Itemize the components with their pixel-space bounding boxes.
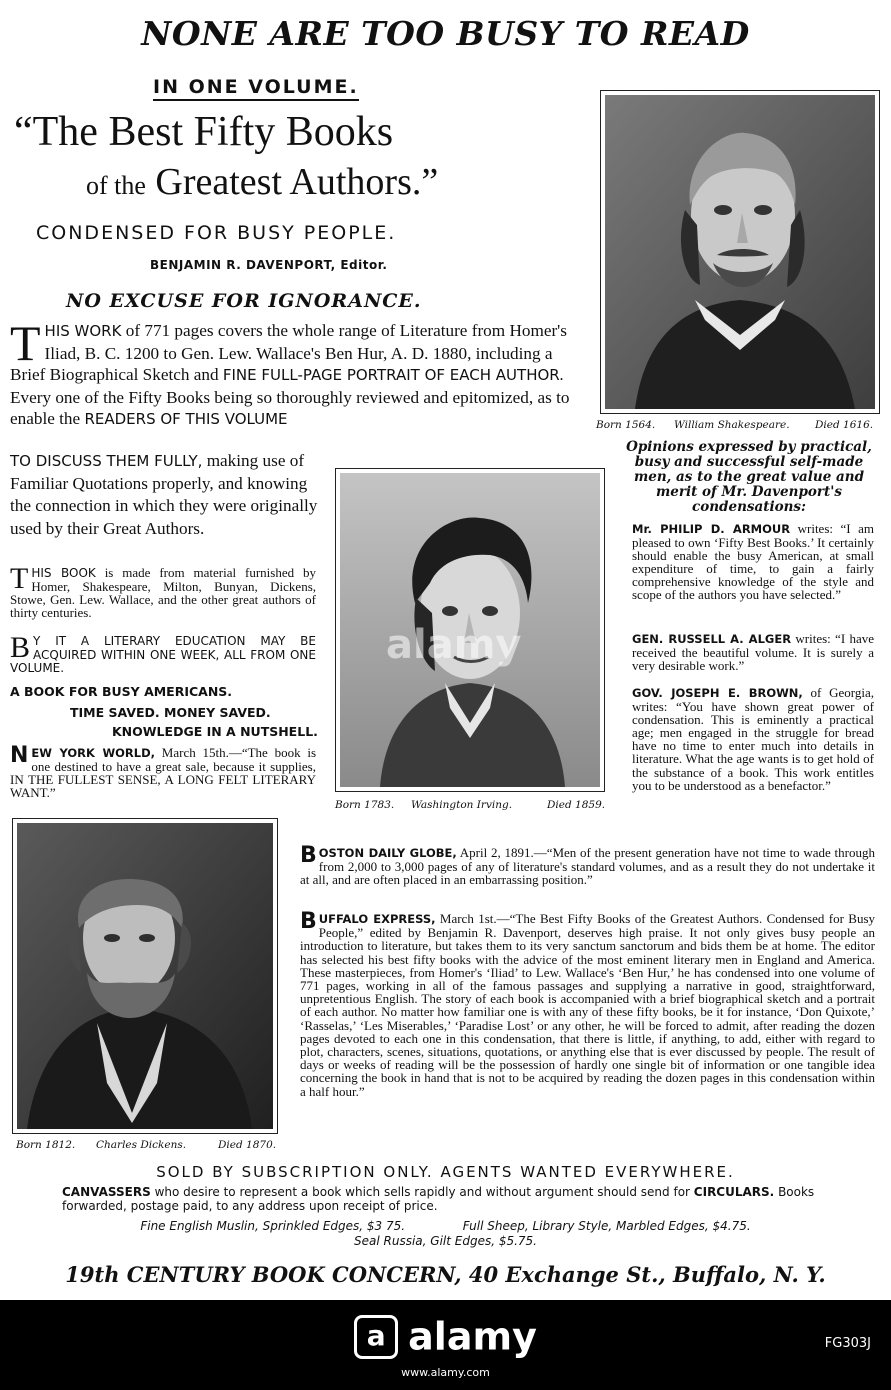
alamy-logo-text: alamy: [408, 1314, 537, 1359]
canvassers-text: who desire to represent a book which sells rapidly and without argument should send for: [154, 1185, 690, 1199]
condensed-line: CONDENSED FOR BUSY PEOPLE.: [36, 222, 397, 244]
dickens-caption-born: Born 1812.: [16, 1139, 76, 1151]
shakespeare-engraving: [605, 95, 875, 409]
intro-tail: Every one of the Fifty Books being so thoroughly reviewed and epitomized, as to enable the: [10, 387, 570, 429]
alger-name: GEN. RUSSELL A. ALGER: [632, 632, 792, 646]
discuss-caps: TO DISCUSS THEM FULLY,: [10, 452, 203, 470]
alamy-logo: [0, 1312, 891, 1359]
this-book-text: is made from material furnished by Homer, Shakespeare, Milton, Bunyan, Dickens, Stowe, Gen. Lew. Wallace, and the other great authors of thirty centuries.: [10, 565, 317, 620]
slogan-time-saved: TIME SAVED. MONEY SAVED.: [70, 705, 271, 720]
intro-text: of 771 pages covers the whole range of Literature from Homer's Iliad, B. C. 1200 to Gen. Lew. Wallace's Ben Hur, A. D. 1880, including a Brief Biographical Sketch and: [10, 321, 567, 385]
editor-line: BENJAMIN R. DAVENPORT, Editor.: [150, 258, 388, 272]
boston-source: OSTON DAILY GLOBE,: [318, 846, 457, 860]
this-book-dropcap: T: [10, 562, 29, 595]
this-book-caps: HIS BOOK: [31, 566, 96, 580]
brown-text: of Georgia, writes: “You have shown great power of condensation. This is eminently a practical age; men engaged in the struggle for bread have no time to enter much into details in literature. What the age wants is to get hold of the substance of a book. This work entitles you to be understood as a benefactor.”: [632, 685, 875, 793]
ny-world-source: EW YORK WORLD,: [31, 746, 156, 760]
intro-continuation: [10, 450, 320, 540]
dickens-photograph: [17, 823, 273, 1129]
alamy-overlay-watermark: alamy: [386, 622, 522, 668]
discuss-text: making use of Familiar Quotations properly, and knowing the connection in which they were originally used by their Great Authors.: [10, 451, 318, 538]
price-sheep: Full Sheep, Library Style, Marbled Edges, $4.75.: [462, 1219, 751, 1233]
buffalo-express-quote: [300, 909, 876, 1099]
irving-caption-died: Died 1859.: [547, 799, 606, 811]
by-it-dropcap: B: [10, 631, 31, 664]
boston-text: April 2, 1891.—“Men of the present generation have not time to wade through from 2,000 to 3,000 pages of any of literature's standard volumes, and as a result they do not undertake it at all, and are often placed in an embarrassing position.”: [300, 845, 875, 888]
shakespeare-caption-born: Born 1564.: [596, 419, 656, 431]
canvassers-caps: CANVASSERS: [62, 1185, 151, 1199]
intro-readers-caps: READERS OF THIS VOLUME: [84, 410, 288, 429]
intro-dropcap: T: [10, 315, 41, 371]
book-title-line1: “The Best Fifty Books: [14, 109, 394, 155]
by-it-text: Y IT A LITERARY EDUCATION MAY BE ACQUIRED WITHIN ONE WEEK, ALL FROM ONE VOLUME.: [10, 634, 316, 675]
dickens-caption-name: Charles Dickens.: [96, 1139, 187, 1151]
brown-name: GOV. JOSEPH E. BROWN,: [632, 686, 803, 700]
image-id: FG303J: [824, 1336, 871, 1351]
intro-portrait-caps: FINE FULL-PAGE PORTRAIT OF EACH AUTHOR.: [222, 366, 564, 385]
price-line-1: [0, 1219, 891, 1233]
boston-dropcap: B: [300, 843, 317, 868]
sold-by-subscription: SOLD BY SUBSCRIPTION ONLY. AGENTS WANTED EVERYWHERE.: [156, 1163, 735, 1181]
subhead: IN ONE VOLUME.: [153, 76, 359, 101]
armour-opinion: [632, 522, 874, 602]
alger-opinion: [632, 632, 874, 672]
headline: NONE ARE TOO BUSY TO READ: [141, 14, 750, 53]
this-book-paragraph: [10, 562, 317, 620]
ny-world-quote: [10, 743, 316, 800]
dickens-caption-died: Died 1870.: [218, 1139, 277, 1151]
buffalo-text: March 1st.—“The Best Fifty Books of the Greatest Authors. Condensed for Busy People,” edited by Benjamin R. Davenport, deserves high praise. It not only gives busy people an introduction to literature, but takes them to its very sanctum sanctorum and bids them be at home. The editor has selected his best fifty books with the advice of the most eminent literary men in England and America. These masterpieces, from Homer's ‘Iliad’ to Lew. Wallace's ‘Ben Hur,’ he has condensed into one volume of 771 pages, working in all of the famous passages and supplying a narrative in good, straightforward, unpretentious English. The story of each book is accompanied with a brief biographical sketch and a portrait of each author. No matter how familiar one is with any of these fifty books, be it for instance, ‘Don Quixote,’ ‘Rasselas,’ ‘Les Miserables,’ ‘Paradise Lost’ or any other, he will be forced to admit, after reading the dozen pages devoted to each one in this condensation, that there is little, if anything, to add, either with regard to plot, characters, scenes, situations, quotations, or anything else that is ever discussed by people. The result of days or weeks of reading will be the possession of hardly one single bit of information or one tangible idea concerning the book in hand that is not to be acquired by reading the dozen pages in this condensation within a half hour.”: [300, 911, 876, 1099]
circulars-text: Books forwarded, postage paid, to any address upon receipt of price.: [62, 1185, 815, 1213]
dickens-portrait: [12, 818, 278, 1134]
buffalo-source: UFFALO EXPRESS,: [318, 912, 436, 926]
slogan-knowledge: KNOWLEDGE IN A NUTSHELL.: [112, 724, 318, 739]
armour-name: Mr. PHILIP D. ARMOUR: [632, 522, 791, 536]
publisher-address: 19th CENTURY BOOK CONCERN, 40 Exchange St., Buffalo, N. Y.: [65, 1262, 826, 1287]
slogan-busy-americans: A BOOK FOR BUSY AMERICANS.: [10, 684, 233, 699]
armour-text: writes: “I am pleased to own ‘Fifty Best Books.’ It certainly should enable the busy American, at small expenditure of time, to gain a fairly comprehensive knowledge of the style and scope of the authors you have selected.”: [632, 521, 874, 603]
circulars-caps: CIRCULARS.: [693, 1185, 775, 1199]
book-title-line2: [86, 160, 438, 204]
canvassers-notice: [62, 1185, 842, 1213]
by-it-paragraph: [10, 631, 316, 676]
intro-caps: HIS WORK: [44, 322, 122, 340]
no-excuse-heading: NO EXCUSE FOR IGNORANCE.: [66, 290, 422, 312]
watermark-meta: [0, 1336, 891, 1379]
shakespeare-caption-died: Died 1616.: [815, 419, 874, 431]
shakespeare-caption-name: William Shakespeare.: [674, 419, 790, 431]
alamy-url: www.alamy.com: [401, 1366, 490, 1379]
price-muslin: Fine English Muslin, Sprinkled Edges, $3 75.: [140, 1219, 406, 1233]
brown-opinion: [632, 686, 874, 792]
boston-globe-quote: [300, 843, 875, 888]
buffalo-dropcap: B: [300, 909, 317, 934]
ny-world-text: March 15th.—“The book is one destined to have a great sale, because it supplies, IN THE FULLEST SENSE, A LONG FELT LITERARY WANT.”: [10, 745, 316, 800]
alger-text: writes: “I have received the beautiful volume. It is surely a very desirable work.”: [632, 631, 874, 674]
alamy-logo-mark: a: [354, 1315, 398, 1359]
opinions-header: Opinions expressed by practical, busy and successful self-made men, as to the great value and merit of Mr. Davenport's condensations:: [626, 439, 872, 515]
irving-caption-name: Washington Irving.: [411, 799, 513, 811]
shakespeare-portrait: [600, 90, 880, 414]
title-of-the: of the: [86, 171, 146, 200]
price-russia: Seal Russia, Gilt Edges, $5.75.: [354, 1234, 537, 1248]
intro-paragraph: [10, 315, 582, 431]
title-greatest-authors: Greatest Authors.”: [155, 161, 439, 203]
irving-caption-born: Born 1783.: [335, 799, 395, 811]
ny-world-dropcap: N: [10, 743, 29, 768]
